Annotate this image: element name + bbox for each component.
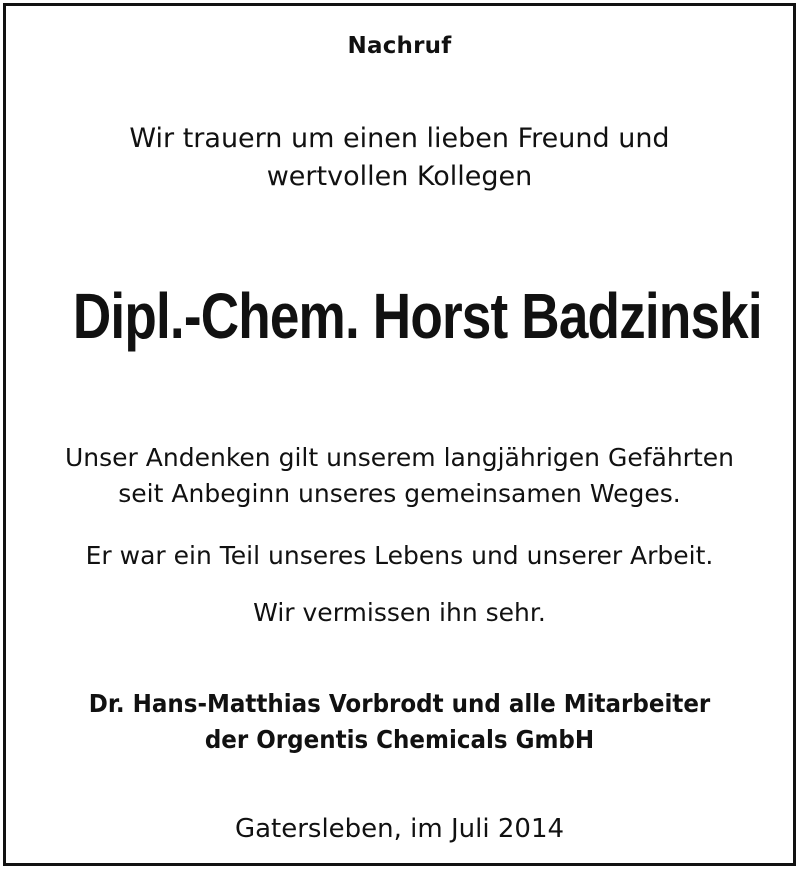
body-line-1: Unser Andenken gilt unserem langjährigen Gefährten xyxy=(65,443,734,472)
place-and-date: Gatersleben, im Juli 2014 xyxy=(234,814,565,844)
body-line-3: Er war ein Teil unseres Lebens und unserer Arbeit. xyxy=(85,541,714,570)
intro-line-1: Wir trauern um einen lieben Freund und xyxy=(129,123,670,154)
body-line-4: Wir vermissen ihn sehr. xyxy=(253,598,546,627)
signature-line-2: der Orgentis Chemicals GmbH xyxy=(204,725,595,754)
notice-heading: Nachruf xyxy=(347,33,452,59)
signature-line-1: Dr. Hans-Matthias Vorbrodt und alle Mitarbeiter xyxy=(88,689,711,718)
deceased-name: Dipl.-Chem. Horst Badzinski xyxy=(72,280,762,352)
obituary-frame xyxy=(3,3,796,866)
body-line-2: seit Anbeginn unseres gemeinsamen Weges. xyxy=(118,479,681,508)
intro-line-2: wertvollen Kollegen xyxy=(266,161,533,192)
